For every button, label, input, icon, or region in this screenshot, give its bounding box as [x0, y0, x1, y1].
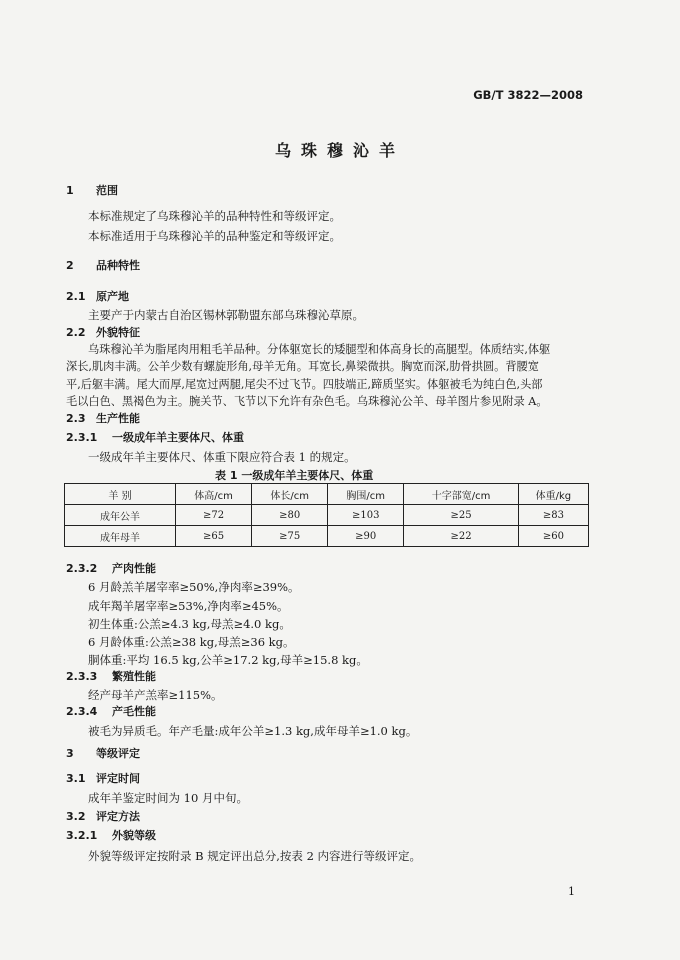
table-caption: 表 1 一级成年羊主要体尺、体重 [215, 469, 374, 482]
section-title: 产毛性能 [112, 705, 156, 718]
table-cell: ≥72 [176, 505, 252, 526]
table-cell: ≥83 [518, 505, 588, 526]
section-number: 2 [66, 259, 74, 272]
section-2-1-heading [66, 289, 129, 305]
table-cell: ≥103 [328, 505, 404, 526]
section-title: 评定时间 [96, 772, 140, 785]
section-3-1-heading [66, 771, 140, 787]
section-2-heading [66, 258, 140, 274]
section-number: 2.3.1 [66, 431, 98, 444]
section-title: 评定方法 [96, 810, 140, 823]
paragraph-line: 平,后躯丰满。尾大而厚,尾宽过两腿,尾尖不过飞节。四肢端正,蹄质坚实。体躯被毛为纯白色,头部 [66, 378, 543, 391]
table-cell: ≥60 [518, 526, 588, 547]
table-row [65, 526, 589, 547]
section-2-3-heading [66, 411, 140, 427]
section-number: 2.3.2 [66, 562, 98, 575]
table-header-cell: 十字部宽/cm [404, 484, 519, 505]
table-1 [64, 483, 589, 547]
paragraph-line: 初生体重:公羔≥4.3 kg,母羔≥4.0 kg。 [88, 617, 291, 631]
section-2-3-3-heading [66, 669, 156, 685]
page-title: 乌珠穆沁羊 [274, 141, 405, 160]
table-cell: ≥75 [252, 526, 328, 547]
section-title: 原产地 [96, 290, 129, 303]
page-number: 1 [568, 885, 575, 898]
section-2-3-1-heading [66, 430, 244, 446]
section-number: 1 [66, 184, 74, 197]
section-title: 繁殖性能 [112, 670, 156, 683]
section-title: 范围 [96, 184, 118, 197]
section-title: 等级评定 [96, 747, 140, 760]
section-title: 产肉性能 [112, 562, 156, 575]
section-1-heading [66, 183, 118, 199]
section-number: 2.1 [66, 290, 86, 303]
table-header-cell: 体高/cm [176, 484, 252, 505]
section-title: 外貌等级 [112, 829, 156, 842]
section-title: 一级成年羊主要体尺、体重 [112, 431, 244, 444]
table-header-cell: 体长/cm [252, 484, 328, 505]
paragraph: 一级成年羊主要体尺、体重下限应符合表 1 的规定。 [88, 450, 356, 464]
table-header-row [65, 484, 589, 505]
table-cell: ≥65 [176, 526, 252, 547]
paragraph-line: 胴体重:平均 16.5 kg,公羊≥17.2 kg,母羊≥15.8 kg。 [88, 653, 368, 667]
section-number: 3 [66, 747, 74, 760]
table-cell: ≥80 [252, 505, 328, 526]
paragraph-line: 6 月龄羔羊屠宰率≥50%,净肉率≥39%。 [88, 580, 300, 594]
section-3-2-1-heading [66, 828, 156, 844]
paragraph: 本标准适用于乌珠穆沁羊的品种鉴定和等级评定。 [88, 229, 341, 243]
table-header-cell: 体重/kg [518, 484, 588, 505]
table-cell: 成年公羊 [65, 505, 176, 526]
section-number: 3.2.1 [66, 829, 98, 842]
table-cell: 成年母羊 [65, 526, 176, 547]
document-code: GB/T 3822—2008 [473, 88, 583, 102]
section-2-3-4-heading [66, 704, 156, 720]
table-row [65, 505, 589, 526]
section-2-2-heading [66, 325, 140, 341]
paragraph: 外貌等级评定按附录 B 规定评出总分,按表 2 内容进行等级评定。 [88, 849, 422, 863]
section-number: 3.1 [66, 772, 86, 785]
paragraph: 被毛为异质毛。年产毛量:成年公羊≥1.3 kg,成年母羊≥1.0 kg。 [88, 724, 418, 738]
paragraph-line: 毛以白色、黑褐色为主。腕关节、飞节以下允许有杂色毛。乌珠穆沁公羊、母羊图片参见附录 A。 [66, 395, 548, 408]
section-number: 2.3 [66, 412, 86, 425]
table-cell: ≥22 [404, 526, 519, 547]
table-header-cell: 羊 别 [65, 484, 176, 505]
paragraph-line: 深长,肌肉丰满。公羊少数有螺旋形角,母羊无角。耳宽长,鼻梁微拱。胸宽而深,肋骨拱圆。背腰宽 [66, 360, 539, 373]
paragraph: 本标准规定了乌珠穆沁羊的品种特性和等级评定。 [88, 209, 341, 223]
table-cell: ≥25 [404, 505, 519, 526]
paragraph-line: 6 月龄体重:公羔≥38 kg,母羔≥36 kg。 [88, 635, 295, 649]
section-number: 3.2 [66, 810, 86, 823]
section-number: 2.3.4 [66, 705, 98, 718]
paragraph: 成年羊鉴定时间为 10 月中旬。 [88, 791, 248, 805]
section-number: 2.3.3 [66, 670, 98, 683]
paragraph: 主要产于内蒙古自治区锡林郭勒盟东部乌珠穆沁草原。 [88, 308, 364, 322]
table-header-cell: 胸围/cm [328, 484, 404, 505]
paragraph-line: 乌珠穆沁羊为脂尾肉用粗毛羊品种。分体躯宽长的矮腿型和体高身长的高腿型。体质结实,体躯 [88, 343, 551, 356]
section-3-2-heading [66, 809, 140, 825]
table-cell: ≥90 [328, 526, 404, 547]
section-title: 品种特性 [96, 259, 140, 272]
section-number: 2.2 [66, 326, 86, 339]
paragraph: 经产母羊产羔率≥115%。 [88, 688, 223, 702]
section-title: 生产性能 [96, 412, 140, 425]
section-title: 外貌特征 [96, 326, 140, 339]
paragraph-line: 成年羯羊屠宰率≥53%,净肉率≥45%。 [88, 599, 289, 613]
section-3-heading [66, 746, 140, 762]
section-2-3-2-heading [66, 561, 156, 577]
